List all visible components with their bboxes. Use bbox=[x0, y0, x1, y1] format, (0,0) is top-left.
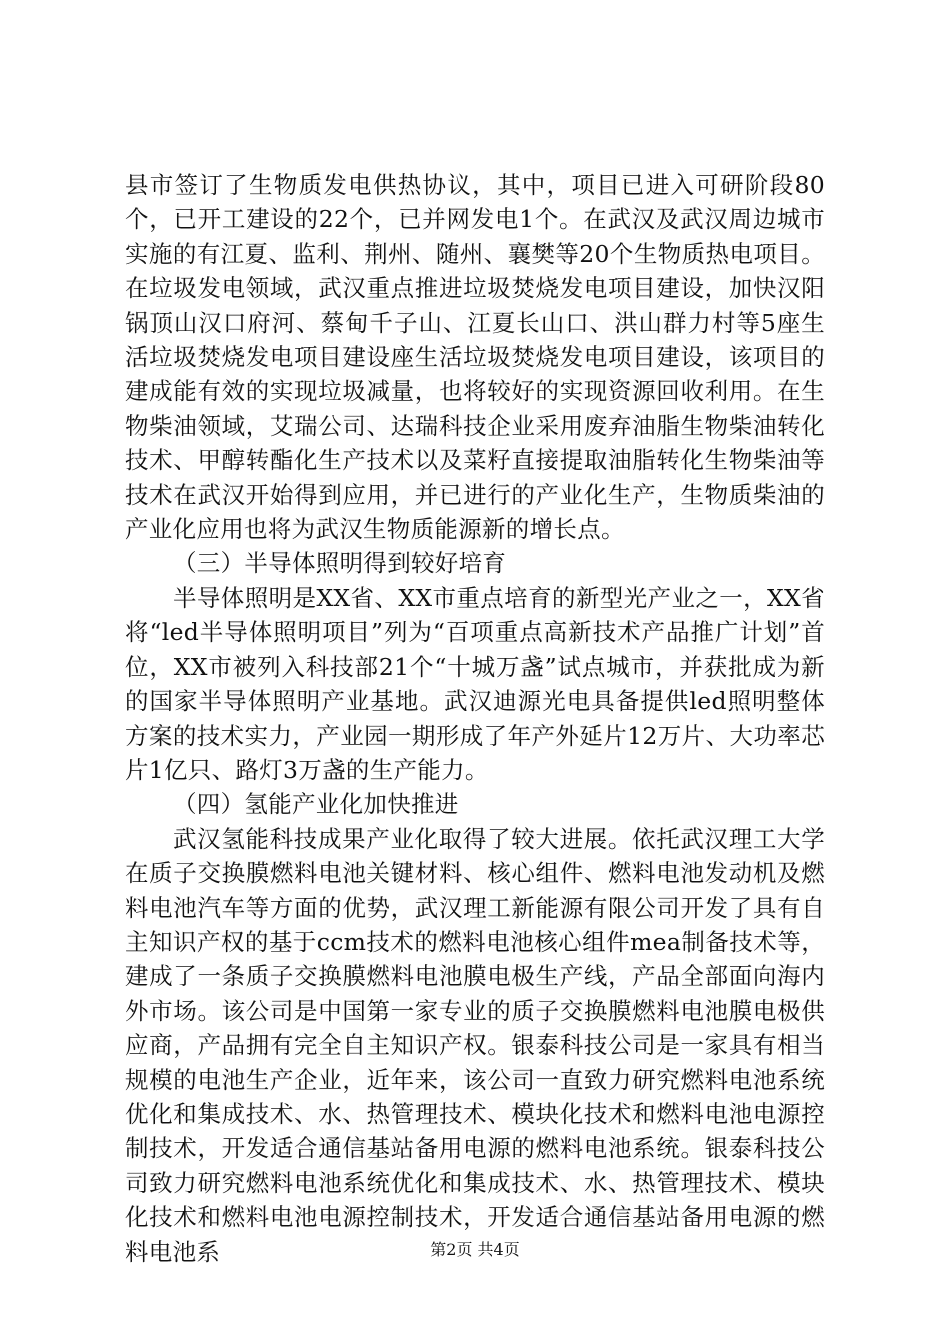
document-body bbox=[125, 168, 825, 1269]
section-heading-hydrogen-energy: （四）氢能产业化加快推进 bbox=[173, 790, 459, 819]
section-heading-semiconductor-lighting: （三）半导体照明得到较好培育 bbox=[173, 549, 507, 578]
paragraph-semiconductor-lighting: 半导体照明是XX省、XX市重点培育的新型光产业之一，XX省将“led半导体照明项目”列为“百项重点高新技术产品推广计划”首位，XX市被列入科技部21个“十城万盏”试点城市，并获批成为新的国家半导体照明产业基地。武汉迪源光电具备提供led照明整体方案的技术实力，产业园一期形成了年产外延片12万片、大功率芯片1亿只、路灯3万盏的生产能力。 bbox=[125, 583, 825, 784]
paragraph-hydrogen-energy: 武汉氢能科技成果产业化取得了较大进展。依托武汉理工大学在质子交换膜燃料电池关键材料、核心组件、燃料电池发动机及燃料电池汽车等方面的优势，武汉理工新能源有限公司开发了具有自主知识产权的基于ccm技术的燃料电池核心组件mea制备技术等，建成了一条质子交换膜燃料电池膜电极生产线，产品全部面向海内外市场。该公司是中国第一家专业的质子交换膜燃料电池膜电极供应商，产品拥有完全自主知识产权。银泰科技公司是一家具有相当规模的电池生产企业，近年来，该公司一直致力研究燃料电池系统优化和集成技术、水、热管理技术、模块化技术和燃料电池电源控制技术，开发适合通信基站备用电源的燃料电池系统。银泰科技公司致力研究燃料电池系统优化和集成技术、水、热管理技术、模块化技术和燃料电池电源控制技术，开发适合通信基站备用电源的燃料电池系 bbox=[125, 824, 825, 1266]
page-number-footer: 第2页 共4页 bbox=[430, 1240, 520, 1259]
paragraph-biomass-continued: 县市签订了生物质发电供热协议，其中，项目已进入可研阶段80个，已开工建设的22个，已并网发电1个。在武汉及武汉周边城市实施的有江夏、监利、荆州、随州、襄樊等20个生物质热电项目。在垃圾发电领域，武汉重点推进垃圾焚烧发电项目建设，加快汉阳锅顶山汉口府河、蔡甸千子山、江夏长山口、洪山群力村等5座生活垃圾焚烧发电项目建设座生活垃圾焚烧发电项目建设，该项目的建成能有效的实现垃圾减量，也将较好的实现资源回收利用。在生物柴油领域，艾瑞公司、达瑞科技企业采用废弃油脂生物柴油转化技术、甲醇转酯化生产技术以及菜籽直接提取油脂转化生物柴油等技术在武汉开始得到应用，并已进行的产业化生产，生物质柴油的产业化应用也将为武汉生物质能源新的增长点。 bbox=[125, 171, 825, 544]
